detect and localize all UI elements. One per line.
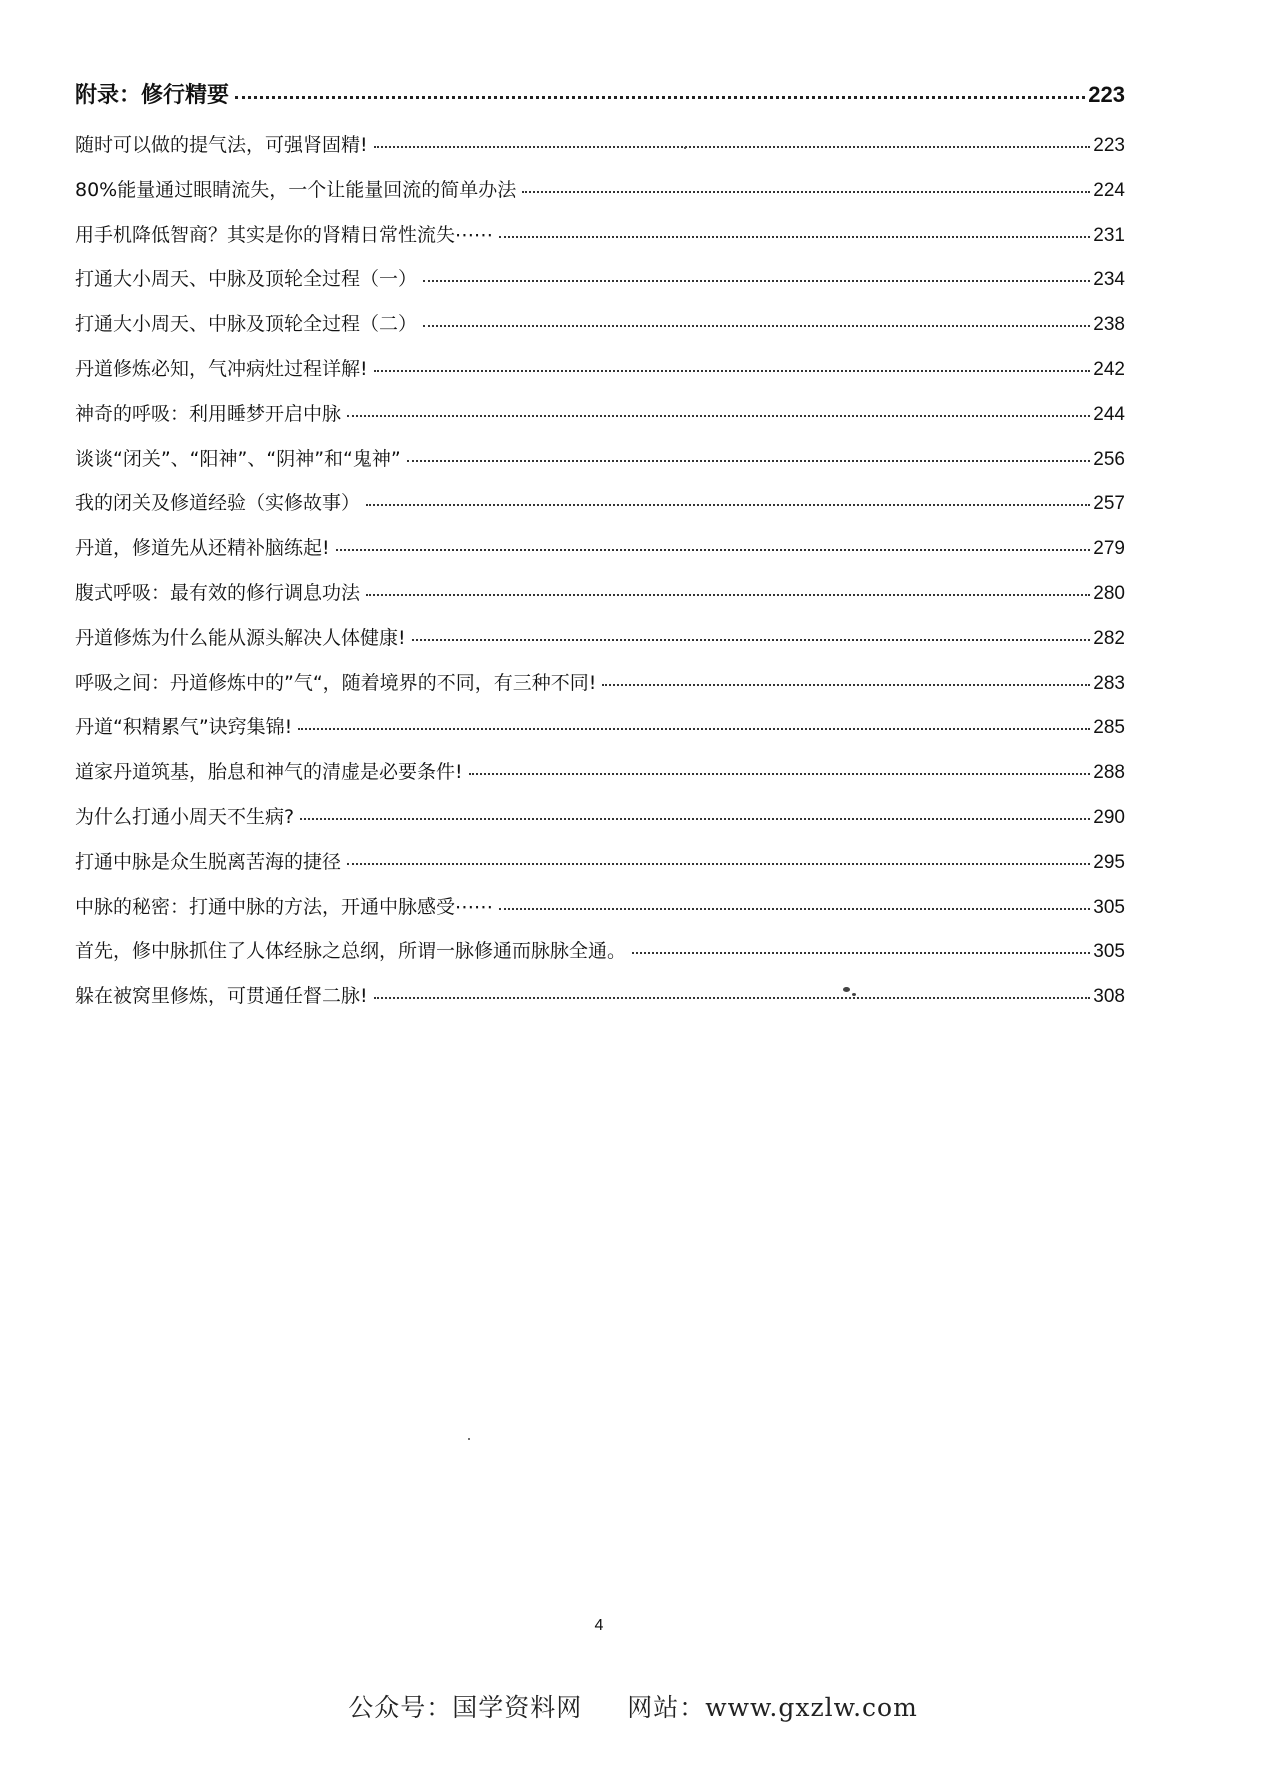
toc-entry-title: 躲在被窝里修炼，可贯通任督二脉! bbox=[75, 985, 368, 1008]
toc-entry[interactable] bbox=[75, 488, 1125, 533]
scan-speck bbox=[852, 993, 856, 996]
toc-entry-title: 腹式呼吸：最有效的修行调息功法 bbox=[75, 581, 361, 604]
toc-entry[interactable] bbox=[75, 220, 1125, 265]
toc-entry[interactable] bbox=[75, 623, 1125, 668]
toc-entry-page: 295 bbox=[1093, 851, 1125, 873]
toc-entry[interactable] bbox=[75, 130, 1125, 175]
toc-entry[interactable] bbox=[75, 533, 1125, 578]
toc-entry[interactable] bbox=[75, 399, 1125, 444]
toc-dot-leader bbox=[423, 325, 1090, 327]
toc-dot-leader bbox=[499, 236, 1090, 238]
toc-dot-leader bbox=[235, 96, 1085, 99]
toc-dot-leader bbox=[632, 952, 1090, 954]
toc-dot-leader bbox=[298, 728, 1090, 730]
toc-dot-leader bbox=[366, 504, 1090, 506]
toc-entry-title: 随时可以做的提气法，可强肾固精! bbox=[75, 134, 368, 156]
toc-entry-page: 244 bbox=[1093, 403, 1125, 425]
toc-entry-page: 282 bbox=[1093, 627, 1125, 649]
toc-entry-page: 279 bbox=[1093, 538, 1125, 560]
toc-dot-leader bbox=[469, 773, 1091, 775]
toc-entry[interactable] bbox=[75, 668, 1125, 713]
toc-entry-page: 223 bbox=[1093, 135, 1125, 156]
toc-dot-leader bbox=[423, 280, 1090, 282]
toc-entry-page: 290 bbox=[1093, 806, 1125, 828]
footer-wechat: 公众号：国学资料网 bbox=[348, 1693, 583, 1722]
toc-entry-title: 丹道修炼必知，气冲病灶过程详解! bbox=[75, 357, 368, 380]
toc-dot-leader bbox=[522, 191, 1090, 193]
toc-entry-title: 打通大小周天、中脉及顶轮全过程（二） bbox=[75, 313, 418, 336]
footer-watermark bbox=[0, 1688, 1266, 1724]
table-of-contents bbox=[75, 78, 1125, 1026]
page-number: 4 bbox=[594, 1617, 604, 1634]
footer-website[interactable]: 网站：www.gxzlw.com bbox=[627, 1693, 918, 1722]
toc-dot-leader bbox=[347, 415, 1090, 417]
toc-entry-page: 283 bbox=[1093, 672, 1125, 694]
toc-entry[interactable] bbox=[75, 936, 1125, 981]
toc-entry-title: 道家丹道筑基，胎息和神气的清虚是必要条件! bbox=[75, 761, 463, 784]
toc-dot-leader bbox=[374, 997, 1091, 999]
toc-entry[interactable] bbox=[75, 444, 1125, 489]
toc-entry-title: 用手机降低智商？其实是你的肾精日常性流失⋯⋯ bbox=[75, 223, 494, 246]
toc-dot-leader bbox=[300, 818, 1090, 820]
toc-heading-title: 附录：修行精要 bbox=[75, 83, 230, 108]
toc-entry[interactable] bbox=[75, 712, 1125, 757]
toc-entry-page: 305 bbox=[1093, 896, 1125, 918]
toc-entry[interactable] bbox=[75, 802, 1125, 847]
toc-dot-leader bbox=[374, 370, 1091, 372]
toc-entry[interactable] bbox=[75, 847, 1125, 892]
scan-speck bbox=[684, 147, 686, 149]
toc-dot-leader bbox=[366, 594, 1090, 596]
toc-entry-title: 丹道，修道先从还精补脑练起! bbox=[75, 537, 330, 560]
toc-section-heading[interactable] bbox=[75, 78, 1125, 122]
toc-entry-page: 308 bbox=[1093, 986, 1125, 1008]
toc-entry-title: 神奇的呼吸：利用睡梦开启中脉 bbox=[75, 402, 342, 425]
toc-entry-title: 中脉的秘密：打通中脉的方法，开通中脉感受⋯⋯ bbox=[75, 895, 494, 918]
toc-entry-title: 丹道修炼为什么能从源头解决人体健康! bbox=[75, 626, 406, 649]
toc-entry[interactable] bbox=[75, 175, 1125, 220]
toc-entry-title: 谈谈“闭关”、“阳神”、“阴神”和“鬼神” bbox=[75, 447, 401, 470]
toc-entry-page: 231 bbox=[1093, 224, 1125, 246]
toc-entry-title: 丹道“积精累气”诀窍集锦! bbox=[75, 716, 293, 739]
toc-entry-page: 305 bbox=[1093, 941, 1125, 963]
scan-speck bbox=[468, 1438, 470, 1440]
toc-dot-leader bbox=[407, 460, 1091, 462]
toc-entry[interactable] bbox=[75, 578, 1125, 623]
toc-entry-page: 234 bbox=[1093, 269, 1125, 291]
toc-dot-leader bbox=[374, 146, 1091, 148]
toc-entry-title: 80%能量通过眼睛流失，一个让能量回流的简单办法 bbox=[75, 178, 517, 201]
toc-dot-leader bbox=[499, 908, 1090, 910]
toc-entry[interactable] bbox=[75, 354, 1125, 399]
toc-entry-title: 打通中脉是众生脱离苦海的捷径 bbox=[75, 850, 342, 873]
toc-entry-title: 打通大小周天、中脉及顶轮全过程（一） bbox=[75, 268, 418, 291]
toc-dot-leader bbox=[602, 684, 1090, 686]
toc-dot-leader bbox=[412, 639, 1091, 641]
toc-entry[interactable] bbox=[75, 309, 1125, 354]
toc-entry-page: 242 bbox=[1093, 358, 1125, 380]
toc-entry-page: 238 bbox=[1093, 314, 1125, 336]
toc-dot-leader bbox=[347, 863, 1090, 865]
scan-speck bbox=[843, 987, 850, 992]
toc-entry-title: 我的闭关及修道经验（实修故事） bbox=[75, 492, 361, 515]
toc-entry[interactable] bbox=[75, 264, 1125, 309]
toc-entry-page: 256 bbox=[1093, 448, 1125, 470]
toc-entry-page: 288 bbox=[1093, 762, 1125, 784]
toc-heading-page: 223 bbox=[1088, 82, 1125, 107]
toc-entry-title: 呼吸之间：丹道修炼中的”气“，随着境界的不同，有三种不同! bbox=[75, 671, 597, 694]
toc-entry[interactable] bbox=[75, 892, 1125, 937]
toc-entry-page: 285 bbox=[1093, 717, 1125, 739]
toc-entry[interactable] bbox=[75, 757, 1125, 802]
toc-dot-leader bbox=[336, 549, 1091, 551]
toc-entry[interactable] bbox=[75, 981, 1125, 1026]
toc-entry-page: 280 bbox=[1093, 582, 1125, 604]
toc-entry-title: 首先，修中脉抓住了人体经脉之总纲，所谓一脉修通而脉脉全通。 bbox=[75, 940, 627, 963]
toc-entry-page: 257 bbox=[1093, 493, 1125, 515]
toc-entry-page: 224 bbox=[1093, 179, 1125, 201]
toc-entry-title: 为什么打通小周天不生病? bbox=[75, 805, 295, 828]
